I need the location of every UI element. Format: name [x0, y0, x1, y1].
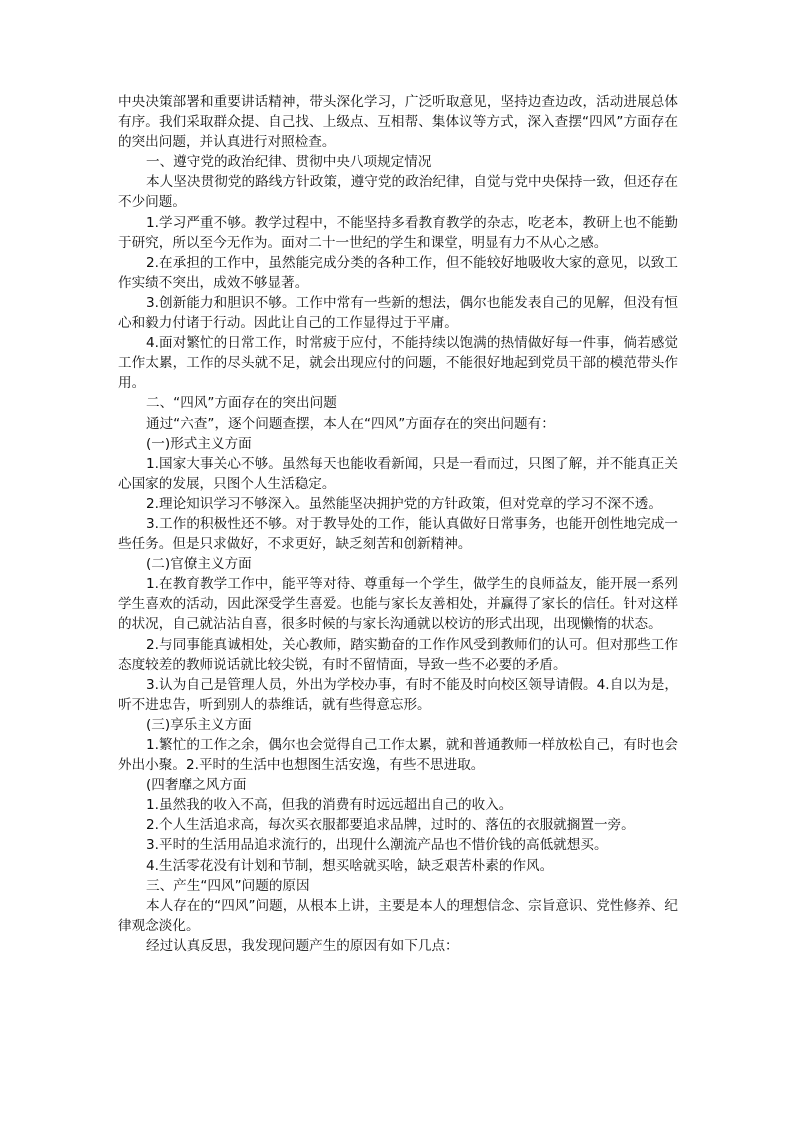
document-body	[118, 92, 678, 956]
list-item: 3.创新能力和胆识不够。工作中常有一些新的想法，偶尔也能发表自己的见解，但没有恒心和毅力付诸于行动。因此让自己的工作显得过于平庸。	[118, 294, 678, 332]
list-item: 1.在教育教学工作中，能平等对待、尊重每一个学生，做学生的良师益友，能开展一系列学生喜欢的活动，因此深受学生喜爱。也能与家长友善相处，并赢得了家长的信任。针对这样的状况，自己就沾沾自喜，很多时候的与家长沟通就以校访的形式出现，出现懒惰的状态。	[118, 576, 678, 633]
subsection-heading: (一)形式主义方面	[146, 435, 252, 452]
list-item: 3.平时的生活用品追求流行的，出现什么潮流产品也不惜价钱的高低就想买。	[146, 837, 608, 854]
list-item: 2.个人生活追求高，每次买衣服都要追求品牌，过时的、落伍的衣服就搁置一旁。	[146, 817, 635, 834]
subsection-heading: (四奢靡之风方面	[146, 777, 247, 794]
paragraph: 通过“六查”，逐个问题查摆，本人在“四风”方面存在的突出问题有：	[146, 415, 555, 432]
section-heading-2: 二、“四风”方面存在的突出问题	[146, 395, 337, 412]
list-item: 2.在承担的工作中，虽然能完成分类的各种工作，但不能较好地吸收大家的意见，以致工作实绩不突出，成效不够显著。	[118, 254, 678, 291]
list-item: 4.面对繁忙的日常工作，时常疲于应付，不能持续以饱满的热情做好每一件事，倘若感觉工作太累，工作的尽头就不足，就会出现应付的问题，不能很好地起到党员干部的模范带头作用。	[118, 335, 678, 392]
list-item: 1.繁忙的工作之余，偶尔也会觉得自己工作太累，就和普通教师一样放松自己，有时也会外出小聚。2.平时的生活中也想图生活安逸，有些不思进取。	[118, 737, 678, 774]
subsection-heading: (三)享乐主义方面	[146, 716, 252, 733]
paragraph: 本人坚决贯彻党的路线方针政策，遵守党的政治纪律，自觉与党中央保持一致，但还存在不少问题。	[118, 174, 678, 211]
list-item: 2.理论知识学习不够深入。虽然能坚决拥护党的方针政策，但对党章的学习不深不透。	[146, 495, 662, 512]
paragraph: 经过认真反思，我发现问题产生的原因有如下几点：	[146, 937, 459, 954]
intro-paragraph: 中央决策部署和重要讲话精神，带头深化学习，广泛听取意见，坚持边查边改，活动进展总体有序。我们采取群众提、自己找、上级点、互相帮、集体议等方式，深入查摆“四风”方面存在的突出问题，并认真进行对照检查。	[118, 94, 678, 151]
subsection-heading: (二)官僚主义方面	[146, 556, 252, 573]
list-item: 1.国家大事关心不够。虽然每天也能收看新闻，只是一看而过，只图了解，并不能真正关心国家的发展，只图个人生活稳定。	[118, 455, 678, 492]
list-item: 1.学习严重不够。教学过程中，不能坚持多看教育教学的杂志，吃老本，教研上也不能勤于研究，所以至今无作为。面对二十一世纪的学生和课堂，明显有力不从心之感。	[118, 214, 678, 251]
list-item: 3.认为自己是管理人员，外出为学校办事，有时不能及时向校区领导请假。4.自以为是，听不进忠告，听到别人的恭维话，就有些得意忘形。	[118, 676, 678, 713]
section-heading-1: 一、遵守党的政治纪律、贯彻中央八项规定情况	[146, 154, 432, 171]
paragraph: 本人存在的“四风”问题，从根本上讲，主要是本人的理想信念、宗旨意识、党性修养、纪律观念淡化。	[118, 897, 678, 934]
list-item: 3.工作的积极性还不够。对于教导处的工作，能认真做好日常事务，也能开创性地完成一些任务。但是只求做好，不求更好，缺乏刻苦和创新精神。	[118, 515, 678, 553]
section-heading-3: 三、产生“四风”问题的原因	[146, 877, 310, 894]
list-item: 4.生活零花没有计划和节制，想买啥就买啥，缺乏艰苦朴素的作风。	[146, 857, 554, 874]
list-item: 2.与同事能真诚相处，关心教师，踏实勤奋的工作作风受到教师们的认可。但对那些工作态度较差的教师说话就比较尖锐，有时不留情面，导致一些不必要的矛盾。	[118, 636, 678, 673]
list-item: 1.虽然我的收入不高，但我的消费有时远远超出自己的收入。	[146, 797, 513, 814]
